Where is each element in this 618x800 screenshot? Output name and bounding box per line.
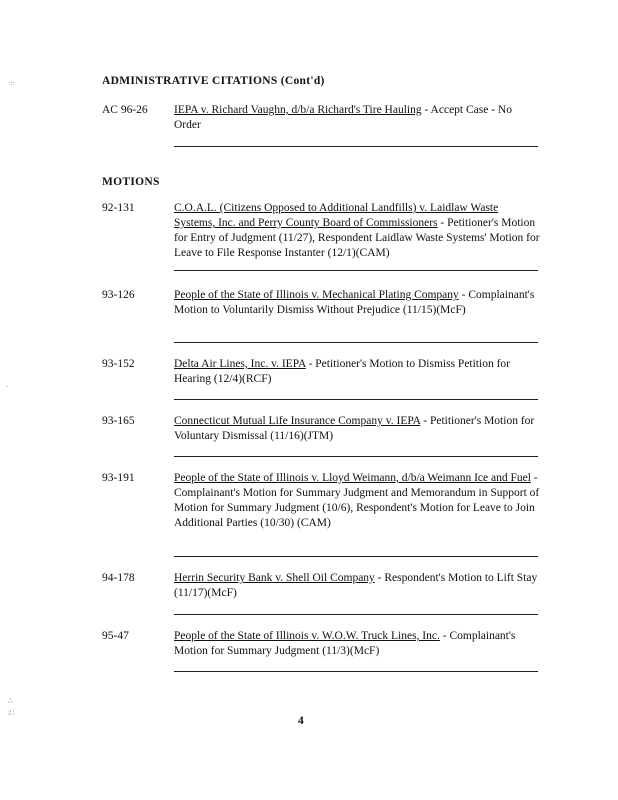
separator-rule — [174, 342, 538, 343]
entry-text — [174, 103, 540, 133]
case-title: Herrin Security Bank v. Shell Oil Company — [174, 572, 375, 584]
case-action: - Complainant's Motion to Voluntarily Dismiss Without Prejudice (11/15)(McF) — [174, 289, 535, 316]
separator-rule — [174, 270, 538, 271]
docket-number: 93-152 — [102, 358, 135, 370]
separator-rule — [174, 671, 538, 672]
scan-speck: :∷ — [8, 709, 15, 717]
scan-speck: · — [6, 383, 9, 391]
scan-speck: ·:· — [8, 79, 15, 87]
docket-number: 95-47 — [102, 630, 129, 642]
case-title: People of the State of Illinois v. W.O.W. Truck Lines, Inc. — [174, 630, 440, 642]
entry-text — [174, 471, 540, 531]
page-number: 4 — [298, 715, 304, 727]
docket-number: 93-165 — [102, 415, 135, 427]
case-action: - Accept Case - No Order — [174, 104, 512, 131]
docket-number: 92-131 — [102, 202, 135, 214]
separator-rule — [174, 146, 538, 147]
entry-text — [174, 201, 540, 261]
docket-number: 93-126 — [102, 289, 135, 301]
entry-text — [174, 288, 540, 318]
case-action: - Petitioner's Motion to Dismiss Petition for Hearing (12/4)(RCF) — [174, 358, 510, 385]
case-title: IEPA v. Richard Vaughn, d/b/a Richard's Tire Hauling — [174, 104, 422, 116]
entry-text — [174, 414, 540, 444]
docket-number: 94-178 — [102, 572, 135, 584]
docket-number: 93-191 — [102, 472, 135, 484]
entry-text — [174, 629, 540, 659]
entry-text — [174, 571, 540, 601]
scan-speck: ∴ — [8, 697, 13, 705]
case-title: Connecticut Mutual Life Insurance Company v. IEPA — [174, 415, 421, 427]
motions-heading: MOTIONS — [102, 176, 160, 188]
case-action: - Petitioner's Motion for Voluntary Dismissal (11/16)(JTM) — [174, 415, 535, 442]
case-title: Delta Air Lines, Inc. v. IEPA — [174, 358, 306, 370]
separator-rule — [174, 556, 538, 557]
case-title: People of the State of Illinois v. Mechanical Plating Company — [174, 289, 459, 301]
separator-rule — [174, 456, 538, 457]
separator-rule — [174, 399, 538, 400]
case-title: C.O.A.L. (Citizens Opposed to Additional Landfills) v. Laidlaw Waste Systems, Inc. and Perry County Board of Commissioners — [174, 202, 499, 229]
admin-citations-heading: ADMINISTRATIVE CITATIONS (Cont'd) — [102, 75, 325, 87]
docket-number: AC 96-26 — [102, 104, 148, 116]
entry-text — [174, 357, 540, 387]
case-action: - Respondent's Motion to Lift Stay (11/17)(McF) — [174, 572, 538, 599]
case-action: - Petitioner's Motion for Entry of Judgment (11/27), Respondent Laidlaw Waste Systems' Motion for Leave to File Response Instanter (12/1)(CAM) — [174, 217, 540, 259]
case-action: - Complainant's Motion for Summary Judgment and Memorandum in Support of Motion for Summary Judgment (10/6), Respondent's Motion for Leave to Join Additional Parties (10/30) (CAM) — [174, 472, 540, 529]
case-action: - Complainant's Motion for Summary Judgment (11/3)(McF) — [174, 630, 516, 657]
case-title: People of the State of Illinois v. Lloyd Weimann, d/b/a Weimann Ice and Fuel — [174, 472, 531, 484]
separator-rule — [174, 614, 538, 615]
